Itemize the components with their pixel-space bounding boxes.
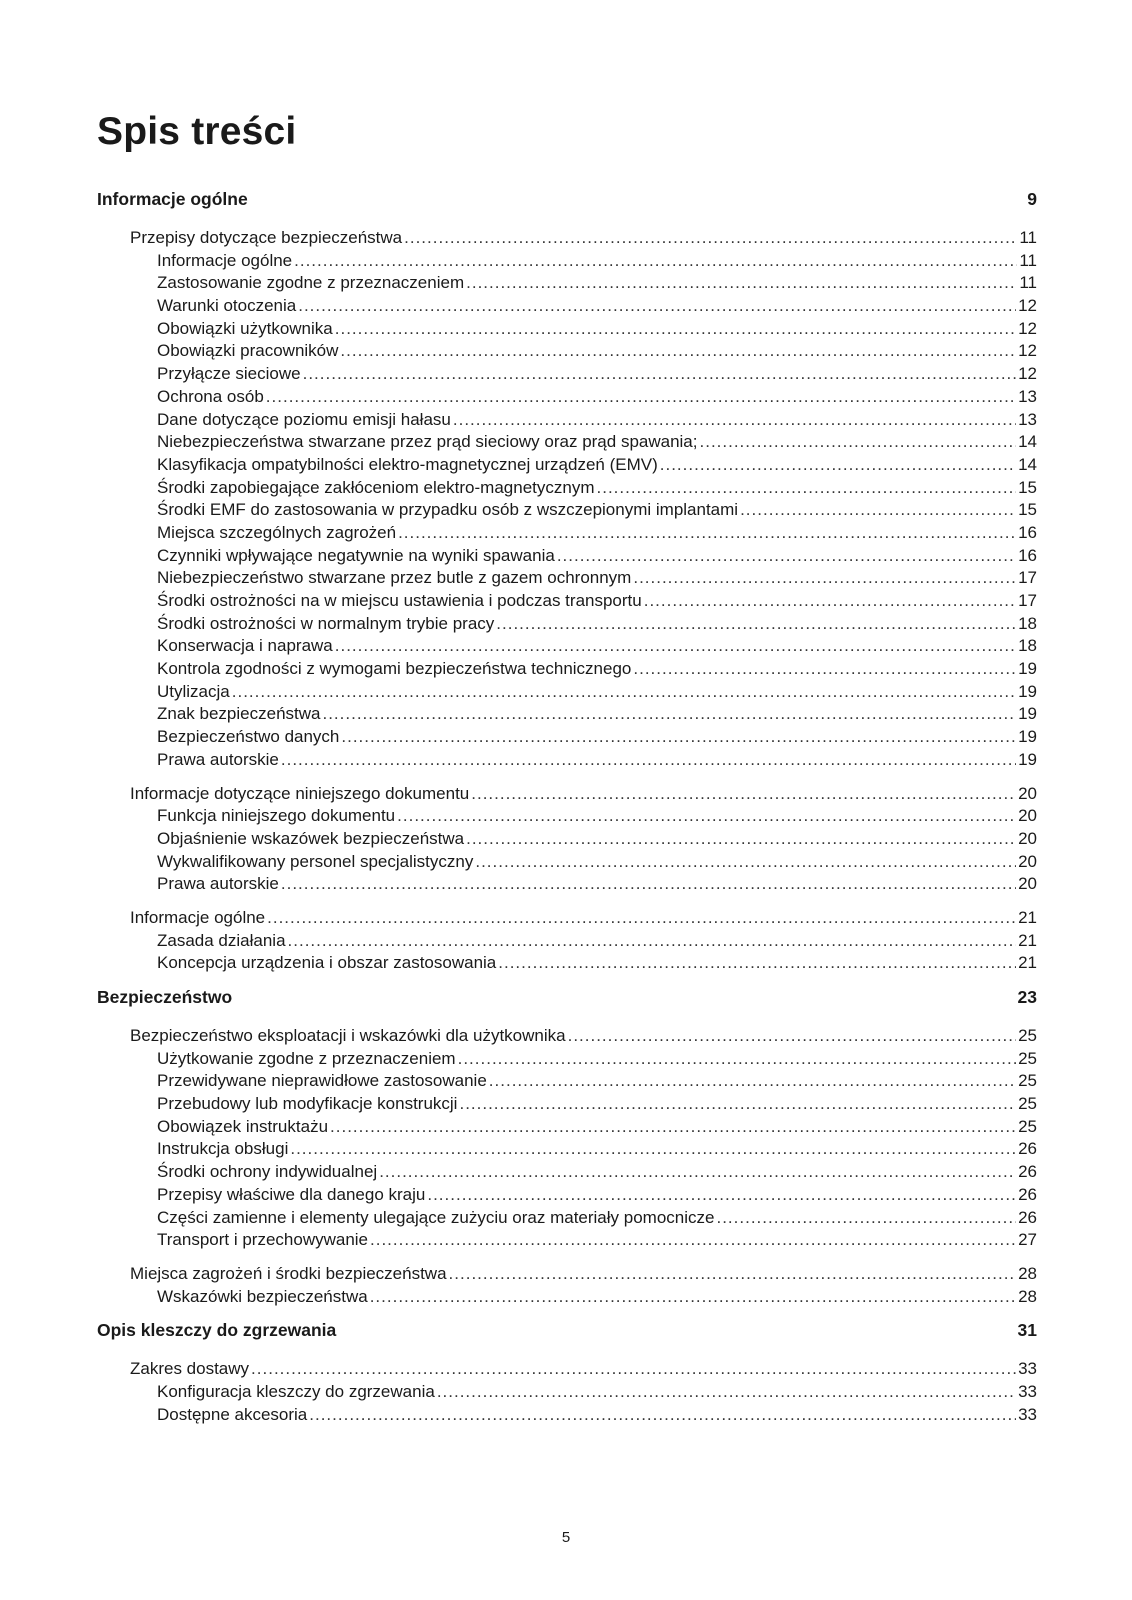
toc-entry-title: Ochrona osób bbox=[157, 386, 264, 406]
toc-entry-page: 19 bbox=[1018, 727, 1037, 747]
toc-entry[interactable] bbox=[157, 952, 1037, 975]
toc-leader-dots bbox=[427, 1184, 1016, 1207]
toc-entry-title: Informacje dotyczące niniejszego dokumentu bbox=[130, 783, 470, 803]
toc-leader-dots bbox=[379, 1161, 1016, 1184]
toc-entry-title: Dostępne akcesoria bbox=[157, 1404, 308, 1424]
toc-entry[interactable] bbox=[157, 1286, 1037, 1309]
toc-leader-dots bbox=[370, 1286, 1016, 1309]
table-of-contents bbox=[97, 188, 1037, 1437]
page-title: Spis treści bbox=[97, 110, 297, 154]
toc-entry[interactable] bbox=[157, 1184, 1037, 1207]
toc-entry[interactable] bbox=[157, 1161, 1037, 1184]
toc-entry-title: Utylizacja bbox=[157, 681, 230, 701]
toc-entry-title: Środki ostrożności w normalnym trybie pracy bbox=[157, 613, 495, 633]
toc-entry-title: Bezpieczeństwo eksploatacji i wskazówki dla użytkownika bbox=[130, 1026, 566, 1045]
toc-chapter-page: 31 bbox=[1017, 1320, 1037, 1341]
toc-entry[interactable] bbox=[157, 805, 1037, 828]
toc-entry[interactable] bbox=[157, 272, 1037, 295]
toc-entry-title: Klasyfikacja ompatybilności elektro-magnetycznej urządzeń (EMV) bbox=[157, 454, 658, 474]
toc-chapter[interactable] bbox=[97, 1319, 1037, 1342]
toc-entry[interactable] bbox=[157, 386, 1037, 409]
toc-entry-title: Transport i przechowywanie bbox=[157, 1230, 369, 1250]
toc-entry[interactable] bbox=[157, 1093, 1037, 1116]
toc-entry-title: Środki EMF do zastosowania w przypadku osób z wszczepionymi implantami bbox=[157, 500, 739, 520]
toc-entry[interactable] bbox=[130, 227, 1037, 250]
toc-entry-title: Środki zapobiegające zakłóceniom elektro-magnetycznym bbox=[157, 477, 595, 497]
toc-entry-title: Informacje ogólne bbox=[130, 907, 266, 927]
toc-entry[interactable] bbox=[157, 431, 1037, 454]
toc-entry-page: 18 bbox=[1018, 636, 1037, 656]
toc-entry-page: 21 bbox=[1018, 930, 1037, 950]
toc-entry-page: 17 bbox=[1018, 568, 1037, 588]
toc-entry-page: 19 bbox=[1018, 681, 1037, 701]
toc-entry[interactable] bbox=[157, 658, 1037, 681]
toc-entry-title: Przepisy dotyczące bezpieczeństwa bbox=[130, 228, 403, 247]
toc-entry[interactable] bbox=[157, 703, 1037, 726]
toc-entry-title: Środki ochrony indywidualnej bbox=[157, 1162, 378, 1182]
toc-leader-dots bbox=[568, 1025, 1016, 1048]
toc-entry-title: Konfiguracja kleszczy do zgrzewania bbox=[157, 1381, 435, 1401]
toc-entry-page: 26 bbox=[1018, 1207, 1037, 1227]
toc-leader-dots bbox=[644, 590, 1016, 613]
toc-entry-title: Niebezpieczeństwo stwarzane przez butle z gazem ochronnym bbox=[157, 568, 632, 588]
toc-leader-dots bbox=[266, 386, 1016, 409]
toc-leader-dots bbox=[398, 522, 1016, 545]
toc-entry-page: 28 bbox=[1018, 1286, 1037, 1306]
toc-entry-title: Niebezpieczeństwa stwarzane przez prąd sieciowy oraz prąd spawania; bbox=[157, 432, 698, 452]
toc-entry-page: 11 bbox=[1019, 250, 1037, 270]
toc-entry-title: Kontrola zgodności z wymogami bezpieczeństwa technicznego bbox=[157, 659, 632, 679]
toc-leader-dots bbox=[281, 749, 1016, 772]
toc-entry-title: Zakres dostawy bbox=[130, 1359, 250, 1379]
toc-entry-page: 11 bbox=[1019, 228, 1037, 247]
toc-chapter-page: 9 bbox=[1027, 189, 1037, 209]
toc-entry-page: 16 bbox=[1018, 545, 1037, 565]
toc-entry-title: Zasada działania bbox=[157, 930, 286, 950]
toc-leader-dots bbox=[489, 1070, 1016, 1093]
toc-entry-title: Miejsca zagrożeń i środki bezpieczeństwa bbox=[130, 1263, 447, 1283]
toc-entry-title: Części zamienne i elementy ulegające zużyciu oraz materiały pomocnicze bbox=[157, 1207, 715, 1227]
toc-chapter[interactable] bbox=[97, 188, 1037, 211]
toc-entry[interactable] bbox=[157, 613, 1037, 636]
toc-entry-page: 20 bbox=[1018, 806, 1037, 826]
toc-entry-title: Prawa autorskie bbox=[157, 749, 279, 769]
toc-entry-page: 13 bbox=[1018, 409, 1037, 429]
toc-entry[interactable] bbox=[157, 545, 1037, 568]
toc-leader-dots bbox=[498, 952, 1016, 975]
toc-entry[interactable] bbox=[157, 318, 1037, 341]
toc-entry-title: Zastosowanie zgodne z przeznaczeniem bbox=[157, 273, 465, 293]
toc-entry-title: Dane dotyczące poziomu emisji hałasu bbox=[157, 409, 451, 429]
toc-entry-title: Obowiązki użytkownika bbox=[157, 318, 333, 338]
toc-entry-page: 33 bbox=[1018, 1381, 1037, 1401]
toc-entry-title: Przewidywane nieprawidłowe zastosowanie bbox=[157, 1071, 487, 1091]
toc-leader-dots bbox=[633, 658, 1016, 681]
toc-entry-page: 20 bbox=[1018, 783, 1037, 803]
toc-section bbox=[97, 783, 1037, 896]
toc-leader-dots bbox=[716, 1207, 1016, 1230]
toc-entry-page: 16 bbox=[1018, 522, 1037, 542]
toc-entry[interactable] bbox=[157, 409, 1037, 432]
toc-entry-page: 25 bbox=[1018, 1071, 1037, 1091]
toc-leader-dots bbox=[633, 567, 1016, 590]
toc-leader-dots bbox=[597, 477, 1017, 500]
page-number: 5 bbox=[561, 1529, 571, 1546]
toc-section bbox=[97, 907, 1037, 975]
toc-chapter-page: 23 bbox=[1017, 987, 1037, 1007]
toc-entry-page: 25 bbox=[1018, 1048, 1037, 1068]
toc-entry-title: Miejsca szczególnych zagrożeń bbox=[157, 522, 397, 542]
toc-entry-title: Przyłącze sieciowe bbox=[157, 364, 301, 384]
toc-entry-title: Konserwacja i naprawa bbox=[157, 636, 333, 656]
toc-leader-dots bbox=[335, 635, 1016, 658]
toc-entry-title: Przebudowy lub modyfikacje konstrukcji bbox=[157, 1094, 458, 1114]
toc-entry[interactable] bbox=[157, 567, 1037, 590]
toc-leader-dots bbox=[294, 250, 1017, 273]
toc-leader-dots bbox=[458, 1048, 1016, 1071]
toc-leader-dots bbox=[453, 409, 1016, 432]
toc-entry[interactable] bbox=[130, 1025, 1037, 1048]
toc-chapter-title: Opis kleszczy do zgrzewania bbox=[97, 1320, 337, 1341]
toc-entry[interactable] bbox=[157, 635, 1037, 658]
toc-leader-dots bbox=[397, 805, 1016, 828]
toc-leader-dots bbox=[340, 340, 1016, 363]
toc-entry-title: Informacje ogólne bbox=[157, 250, 293, 270]
toc-entry-page: 15 bbox=[1018, 477, 1037, 497]
toc-entry[interactable] bbox=[157, 477, 1037, 500]
toc-entry[interactable] bbox=[157, 828, 1037, 851]
toc-entry-title: Prawa autorskie bbox=[157, 874, 279, 894]
toc-leader-dots bbox=[466, 272, 1017, 295]
toc-leader-dots bbox=[437, 1381, 1016, 1404]
toc-entry[interactable] bbox=[157, 1207, 1037, 1230]
toc-entry[interactable] bbox=[157, 363, 1037, 386]
toc-entry-title: Funkcja niniejszego dokumentu bbox=[157, 806, 396, 826]
toc-entry-page: 20 bbox=[1018, 874, 1037, 894]
toc-leader-dots bbox=[466, 828, 1016, 851]
toc-entry-page: 25 bbox=[1018, 1026, 1037, 1045]
toc-leader-dots bbox=[335, 318, 1016, 341]
toc-leader-dots bbox=[496, 613, 1016, 636]
toc-entry-page: 33 bbox=[1018, 1404, 1037, 1424]
toc-leader-dots bbox=[459, 1093, 1016, 1116]
toc-entry-page: 12 bbox=[1018, 296, 1037, 316]
toc-leader-dots bbox=[370, 1229, 1016, 1252]
toc-entry[interactable] bbox=[157, 1381, 1037, 1404]
toc-entry[interactable] bbox=[130, 1358, 1037, 1381]
toc-entry-title: Bezpieczeństwo danych bbox=[157, 727, 340, 747]
toc-entry[interactable] bbox=[130, 907, 1037, 930]
toc-entry-page: 14 bbox=[1018, 432, 1037, 452]
toc-entry-page: 28 bbox=[1018, 1263, 1037, 1283]
toc-entry[interactable] bbox=[157, 930, 1037, 953]
toc-leader-dots bbox=[471, 783, 1016, 806]
toc-entry-page: 25 bbox=[1018, 1094, 1037, 1114]
toc-leader-dots bbox=[557, 545, 1016, 568]
toc-leader-dots bbox=[251, 1358, 1016, 1381]
toc-leader-dots bbox=[700, 431, 1017, 454]
toc-entry[interactable] bbox=[157, 295, 1037, 318]
toc-entry-title: Warunki otoczenia bbox=[157, 296, 297, 316]
toc-leader-dots bbox=[660, 454, 1016, 477]
toc-entry-page: 15 bbox=[1018, 500, 1037, 520]
toc-entry[interactable] bbox=[157, 1404, 1037, 1427]
toc-entry[interactable] bbox=[157, 250, 1037, 273]
toc-chapter-title: Bezpieczeństwo bbox=[97, 987, 233, 1007]
toc-entry[interactable] bbox=[157, 726, 1037, 749]
toc-entry-page: 19 bbox=[1018, 659, 1037, 679]
toc-leader-dots bbox=[288, 930, 1017, 953]
toc-section bbox=[97, 227, 1037, 772]
toc-entry-page: 13 bbox=[1018, 386, 1037, 406]
toc-leader-dots bbox=[303, 363, 1016, 386]
toc-entry-title: Czynniki wpływające negatywnie na wyniki spawania bbox=[157, 545, 555, 565]
toc-entry-page: 27 bbox=[1018, 1230, 1037, 1250]
toc-entry-title: Środki ostrożności na w miejscu ustawienia i podczas transportu bbox=[157, 591, 642, 610]
toc-entry[interactable] bbox=[157, 749, 1037, 772]
toc-leader-dots bbox=[341, 726, 1016, 749]
toc-leader-dots bbox=[309, 1404, 1016, 1427]
toc-section bbox=[97, 1358, 1037, 1426]
toc-leader-dots bbox=[298, 295, 1016, 318]
toc-entry-page: 19 bbox=[1018, 704, 1037, 724]
toc-entry[interactable] bbox=[157, 454, 1037, 477]
toc-entry-title: Wykwalifikowany personel specjalistyczny bbox=[157, 851, 474, 871]
toc-entry[interactable] bbox=[157, 522, 1037, 545]
toc-entry[interactable] bbox=[157, 340, 1037, 363]
toc-entry[interactable] bbox=[157, 681, 1037, 704]
toc-entry-page: 11 bbox=[1019, 273, 1037, 293]
toc-entry[interactable] bbox=[157, 1229, 1037, 1252]
toc-entry-page: 18 bbox=[1018, 613, 1037, 633]
toc-entry-title: Obowiązek instruktażu bbox=[157, 1116, 329, 1136]
toc-section bbox=[97, 1263, 1037, 1308]
toc-entry[interactable] bbox=[157, 1116, 1037, 1139]
toc-leader-dots bbox=[232, 681, 1016, 704]
toc-entry-page: 19 bbox=[1018, 749, 1037, 769]
toc-entry-page: 14 bbox=[1018, 454, 1037, 474]
toc-chapter-title: Informacje ogólne bbox=[97, 189, 248, 209]
toc-leader-dots bbox=[290, 1138, 1016, 1161]
toc-entry-page: 12 bbox=[1018, 364, 1037, 384]
toc-entry-title: Obowiązki pracowników bbox=[157, 341, 339, 361]
toc-entry-page: 20 bbox=[1018, 828, 1037, 848]
toc-entry-title: Znak bezpieczeństwa bbox=[157, 704, 321, 724]
toc-entry-title: Przepisy właściwe dla danego kraju bbox=[157, 1184, 426, 1204]
toc-entry[interactable] bbox=[157, 1070, 1037, 1093]
toc-entry-page: 26 bbox=[1018, 1139, 1037, 1159]
toc-entry-page: 20 bbox=[1018, 851, 1037, 871]
toc-leader-dots bbox=[281, 873, 1016, 896]
toc-entry-title: Wskazówki bezpieczeństwa bbox=[157, 1286, 368, 1306]
toc-entry-title: Objaśnienie wskazówek bezpieczeństwa bbox=[157, 828, 465, 848]
toc-entry[interactable] bbox=[157, 851, 1037, 874]
toc-leader-dots bbox=[475, 851, 1016, 874]
toc-entry[interactable] bbox=[157, 590, 1037, 613]
toc-entry-title: Instrukcja obsługi bbox=[157, 1139, 289, 1159]
toc-leader-dots bbox=[267, 907, 1016, 930]
toc-entry[interactable] bbox=[130, 1263, 1037, 1286]
toc-entry-page: 33 bbox=[1018, 1359, 1037, 1379]
toc-leader-dots bbox=[322, 703, 1016, 726]
toc-entry-page: 26 bbox=[1018, 1184, 1037, 1204]
toc-section bbox=[97, 1025, 1037, 1252]
toc-entry-title: Użytkowanie zgodne z przeznaczeniem bbox=[157, 1048, 456, 1068]
toc-leader-dots bbox=[404, 227, 1017, 250]
toc-entry[interactable] bbox=[157, 1138, 1037, 1161]
toc-entry[interactable] bbox=[157, 1048, 1037, 1071]
toc-entry[interactable] bbox=[157, 873, 1037, 896]
toc-entry-page: 25 bbox=[1018, 1116, 1037, 1136]
toc-entry[interactable] bbox=[130, 783, 1037, 806]
toc-leader-dots bbox=[330, 1116, 1016, 1139]
toc-entry[interactable] bbox=[157, 499, 1037, 522]
toc-entry-page: 21 bbox=[1018, 907, 1037, 927]
toc-chapter[interactable] bbox=[97, 986, 1037, 1009]
toc-leader-dots bbox=[449, 1263, 1017, 1286]
toc-entry-page: 12 bbox=[1018, 318, 1037, 338]
toc-entry-page: 21 bbox=[1018, 953, 1037, 973]
toc-entry-page: 26 bbox=[1018, 1162, 1037, 1182]
toc-entry-page: 12 bbox=[1018, 341, 1037, 361]
toc-leader-dots bbox=[740, 499, 1016, 522]
toc-entry-title: Koncepcja urządzenia i obszar zastosowania bbox=[157, 953, 497, 973]
toc-entry-page: 17 bbox=[1018, 591, 1037, 610]
